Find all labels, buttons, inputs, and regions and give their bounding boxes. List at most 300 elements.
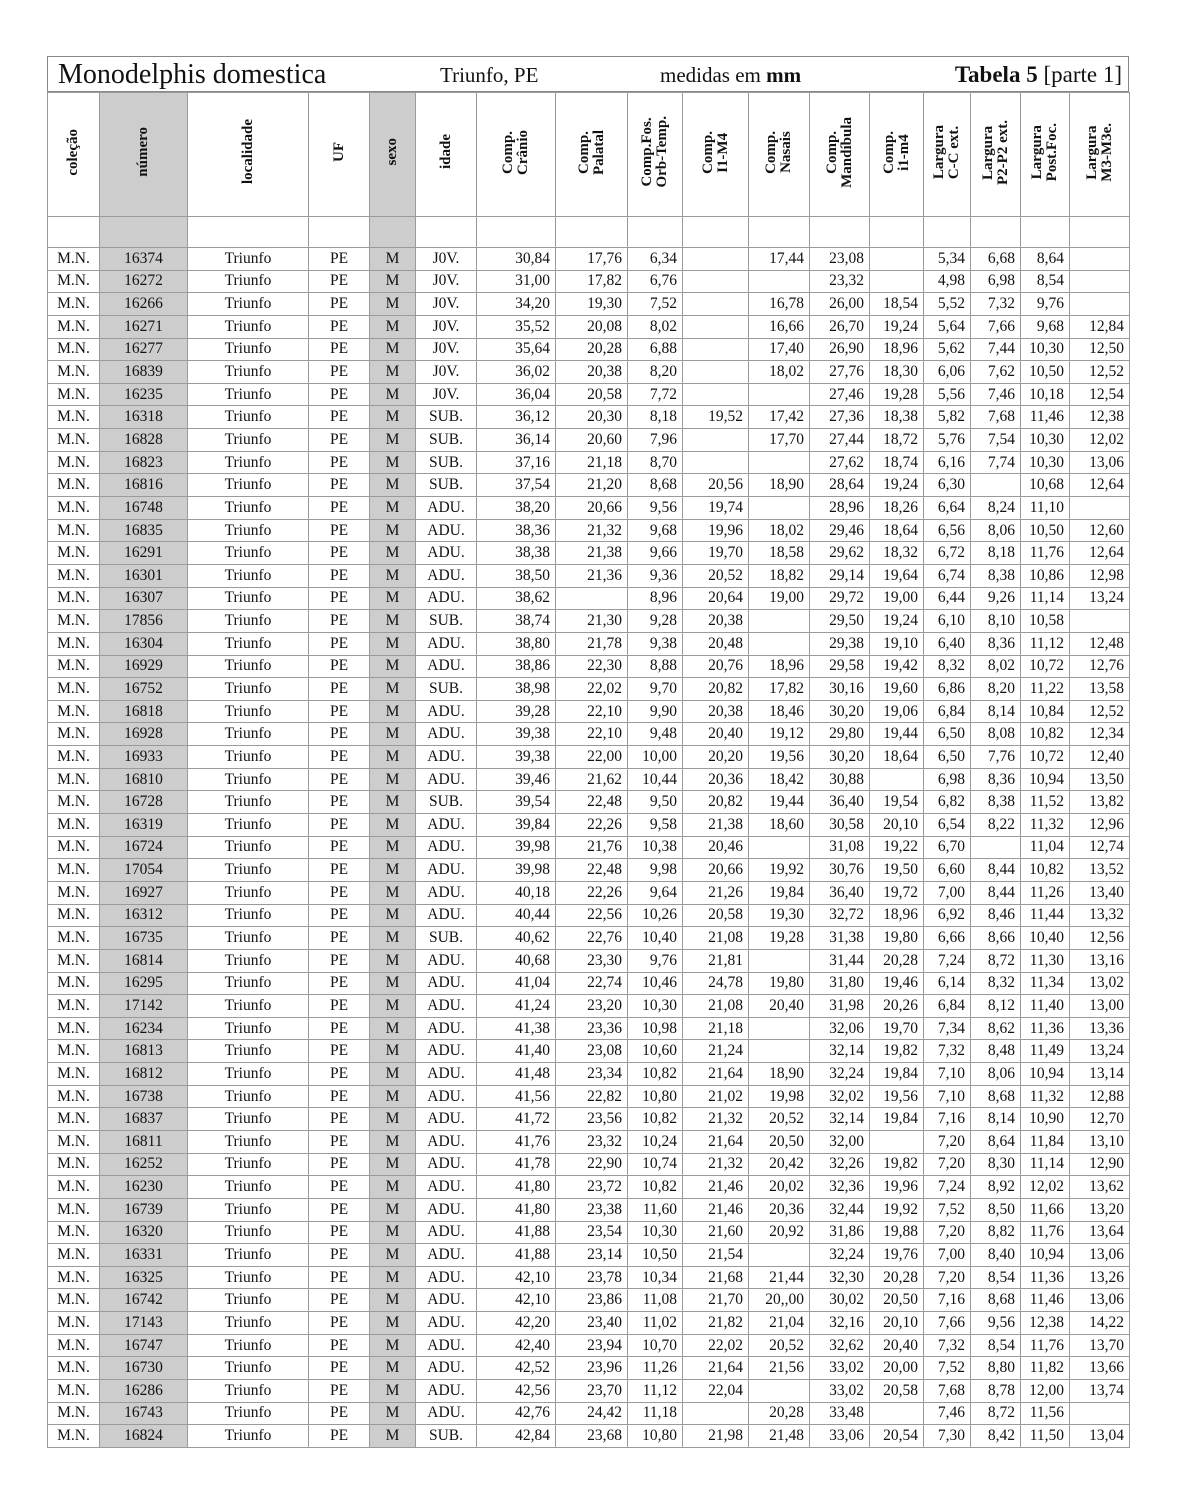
cell-comp_fos: 8,18 [628,406,683,429]
cell-comp_cranio: 41,80 [477,1176,556,1199]
spacer-cell [556,217,628,248]
cell-comp_palatal: 23,94 [556,1334,628,1357]
cell-larg_postfoc: 11,40 [1021,995,1070,1018]
cell-uf: PE [309,1130,370,1153]
cell-comp_mandibula: 29,80 [810,723,870,746]
cell-numero: 16331 [100,1244,188,1267]
cell-larg_m3m3: 13,24 [1070,1040,1130,1063]
cell-comp_i1m4: 19,96 [683,519,749,542]
cell-comp_i1m4_low: 18,54 [870,293,924,316]
cell-comp_i1m4: 21,46 [683,1198,749,1221]
cell-uf: PE [309,1040,370,1063]
cell-comp_i1m4_low [870,1402,924,1425]
cell-larg_cc: 7,00 [924,1244,971,1267]
cell-larg_p2p2: 8,24 [971,497,1021,520]
cell-uf: PE [309,429,370,452]
cell-uf: PE [309,1153,370,1176]
cell-numero: 16230 [100,1176,188,1199]
cell-colecao: M.N. [48,1312,100,1335]
cell-comp_nasais [749,610,810,633]
cell-sexo: M [370,700,416,723]
cell-comp_fos: 10,46 [628,972,683,995]
table-row [48,859,1130,882]
cell-sexo: M [370,587,416,610]
spacer-cell [810,217,870,248]
cell-idade: SUB. [416,927,477,950]
cell-larg_postfoc: 10,84 [1021,700,1070,723]
table-row [48,1017,1130,1040]
cell-comp_palatal: 22,74 [556,972,628,995]
cell-comp_fos: 10,30 [628,1221,683,1244]
cell-localidade: Triunfo [188,474,309,497]
cell-sexo: M [370,881,416,904]
cell-larg_m3m3 [1070,293,1130,316]
cell-comp_fos: 9,90 [628,700,683,723]
cell-comp_i1m4: 19,52 [683,406,749,429]
column-header-line: Comp. [823,130,840,174]
cell-numero: 16266 [100,293,188,316]
table-row [48,451,1130,474]
cell-larg_cc: 6,74 [924,564,971,587]
cell-numero: 16320 [100,1221,188,1244]
column-header-label [241,119,256,184]
cell-larg_cc: 7,32 [924,1040,971,1063]
cell-comp_i1m4_low: 19,82 [870,1153,924,1176]
cell-larg_postfoc: 11,46 [1021,406,1070,429]
cell-larg_postfoc: 10,30 [1021,429,1070,452]
cell-colecao: M.N. [48,1198,100,1221]
cell-comp_i1m4_low: 19,82 [870,1040,924,1063]
cell-sexo: M [370,610,416,633]
cell-comp_palatal: 23,70 [556,1380,628,1403]
cell-comp_palatal: 21,36 [556,564,628,587]
spacer-row [48,217,1130,248]
cell-comp_mandibula: 32,24 [810,1244,870,1267]
cell-comp_cranio: 39,38 [477,746,556,769]
cell-larg_postfoc: 11,12 [1021,632,1070,655]
cell-larg_cc: 6,40 [924,632,971,655]
cell-uf: PE [309,723,370,746]
cell-numero: 16928 [100,723,188,746]
cell-idade: ADU. [416,1040,477,1063]
cell-comp_mandibula: 29,62 [810,542,870,565]
cell-comp_i1m4 [683,1402,749,1425]
cell-comp_cranio: 42,10 [477,1289,556,1312]
cell-localidade: Triunfo [188,814,309,837]
cell-comp_fos: 11,60 [628,1198,683,1221]
cell-larg_m3m3: 12,90 [1070,1153,1130,1176]
cell-comp_i1m4_low: 19,88 [870,1221,924,1244]
cell-larg_m3m3: 12,76 [1070,655,1130,678]
cell-comp_i1m4: 21,18 [683,1017,749,1040]
cell-comp_mandibula: 32,16 [810,1312,870,1335]
column-header-comp_cranio [477,93,556,217]
cell-comp_i1m4_low: 18,72 [870,429,924,452]
cell-larg_m3m3: 12,64 [1070,542,1130,565]
cell-comp_i1m4_low: 19,54 [870,791,924,814]
column-header-comp_i1m4 [683,93,749,217]
cell-idade: ADU. [416,859,477,882]
cell-larg_postfoc: 10,68 [1021,474,1070,497]
column-header-label [332,142,347,162]
cell-comp_i1m4_low: 18,30 [870,361,924,384]
cell-larg_m3m3: 13,06 [1070,1244,1130,1267]
cell-sexo: M [370,1085,416,1108]
cell-comp_cranio: 41,80 [477,1198,556,1221]
cell-comp_mandibula: 27,62 [810,451,870,474]
cell-comp_cranio: 42,20 [477,1312,556,1335]
cell-comp_fos: 10,70 [628,1334,683,1357]
table-label [955,57,1122,93]
cell-comp_cranio: 31,00 [477,270,556,293]
cell-comp_cranio: 38,86 [477,655,556,678]
cell-comp_cranio: 38,98 [477,678,556,701]
cell-comp_palatal: 21,78 [556,632,628,655]
cell-larg_p2p2: 8,80 [971,1357,1021,1380]
cell-numero: 16742 [100,1289,188,1312]
table-row [48,1108,1130,1131]
cell-comp_nasais: 21,56 [749,1357,810,1380]
cell-numero: 16748 [100,497,188,520]
cell-comp_i1m4 [683,361,749,384]
cell-larg_cc: 6,16 [924,451,971,474]
spacer-cell [749,217,810,248]
cell-idade: ADU. [416,949,477,972]
table-row [48,927,1130,950]
cell-comp_i1m4_low: 19,24 [870,610,924,633]
cell-colecao: M.N. [48,1334,100,1357]
cell-comp_cranio: 41,88 [477,1221,556,1244]
column-header-line: número [135,127,151,177]
cell-larg_postfoc: 8,54 [1021,270,1070,293]
cell-comp_fos: 9,28 [628,610,683,633]
cell-colecao: M.N. [48,1108,100,1131]
cell-comp_i1m4: 20,20 [683,746,749,769]
cell-colecao: M.N. [48,972,100,995]
cell-comp_nasais: 20,,00 [749,1289,810,1312]
cell-larg_cc: 7,20 [924,1153,971,1176]
cell-larg_cc: 4,98 [924,270,971,293]
column-header-line: localidade [239,119,256,185]
cell-comp_nasais: 20,02 [749,1176,810,1199]
cell-localidade: Triunfo [188,791,309,814]
cell-comp_cranio: 42,40 [477,1334,556,1357]
cell-comp_i1m4_low: 20,54 [870,1425,924,1448]
cell-sexo: M [370,474,416,497]
cell-comp_mandibula: 32,26 [810,1153,870,1176]
table-row [48,474,1130,497]
cell-numero: 16818 [100,700,188,723]
cell-comp_i1m4: 21,08 [683,995,749,1018]
cell-larg_postfoc: 11,34 [1021,972,1070,995]
column-header-line: C-C ext. [946,125,962,179]
cell-colecao: M.N. [48,429,100,452]
cell-idade: ADU. [416,1063,477,1086]
cell-comp_cranio: 41,40 [477,1040,556,1063]
cell-comp_mandibula: 33,02 [810,1357,870,1380]
cell-idade: ADU. [416,655,477,678]
cell-comp_nasais: 19,56 [749,746,810,769]
cell-sexo: M [370,1425,416,1448]
column-header-line: Orb-Temp. [654,116,670,188]
cell-comp_mandibula: 29,72 [810,587,870,610]
cell-comp_cranio: 41,88 [477,1244,556,1267]
cell-comp_nasais: 19,44 [749,791,810,814]
cell-idade: ADU. [416,700,477,723]
cell-idade: J0V. [416,383,477,406]
column-header-line: UF [330,142,347,162]
cell-larg_p2p2: 8,18 [971,542,1021,565]
cell-larg_postfoc: 10,94 [1021,1244,1070,1267]
cell-comp_nasais: 20,50 [749,1130,810,1153]
cell-idade: ADU. [416,881,477,904]
cell-idade: ADU. [416,632,477,655]
cell-localidade: Triunfo [188,1017,309,1040]
cell-comp_fos: 9,48 [628,723,683,746]
cell-comp_i1m4: 22,02 [683,1334,749,1357]
cell-larg_postfoc: 10,90 [1021,1108,1070,1131]
cell-comp_i1m4: 20,82 [683,678,749,701]
table-row [48,1425,1130,1448]
cell-comp_nasais: 19,00 [749,587,810,610]
cell-comp_fos: 10,60 [628,1040,683,1063]
column-header-label [385,138,400,166]
cell-sexo: M [370,859,416,882]
table-row [48,1380,1130,1403]
cell-comp_i1m4: 19,70 [683,542,749,565]
cell-numero: 16835 [100,519,188,542]
cell-comp_cranio: 36,12 [477,406,556,429]
cell-comp_mandibula: 33,06 [810,1425,870,1448]
cell-colecao: M.N. [48,1130,100,1153]
cell-colecao: M.N. [48,768,100,791]
cell-comp_mandibula: 28,96 [810,497,870,520]
cell-comp_mandibula: 31,86 [810,1221,870,1244]
cell-localidade: Triunfo [188,338,309,361]
table-row [48,293,1130,316]
column-header-label [932,125,962,179]
cell-comp_palatal: 22,26 [556,881,628,904]
cell-comp_i1m4_low: 20,58 [870,1380,924,1403]
cell-comp_fos: 9,58 [628,814,683,837]
cell-comp_mandibula: 32,14 [810,1040,870,1063]
units-value: mm [766,63,802,87]
cell-uf: PE [309,610,370,633]
cell-sexo: M [370,451,416,474]
cell-comp_nasais: 18,58 [749,542,810,565]
cell-comp_mandibula: 32,44 [810,1198,870,1221]
table-row [48,315,1130,338]
cell-localidade: Triunfo [188,519,309,542]
cell-uf: PE [309,995,370,1018]
cell-sexo: M [370,270,416,293]
cell-larg_m3m3 [1070,497,1130,520]
cell-uf: PE [309,406,370,429]
cell-larg_m3m3: 12,02 [1070,429,1130,452]
cell-localidade: Triunfo [188,746,309,769]
cell-uf: PE [309,1198,370,1221]
column-header-idade [416,93,477,217]
cell-idade: ADU. [416,1153,477,1176]
cell-larg_postfoc: 10,18 [1021,383,1070,406]
cell-larg_m3m3: 12,98 [1070,564,1130,587]
cell-larg_postfoc: 11,76 [1021,1334,1070,1357]
cell-larg_m3m3: 12,40 [1070,746,1130,769]
spacer-cell [924,217,971,248]
cell-colecao: M.N. [48,383,100,406]
cell-sexo: M [370,1334,416,1357]
table-row [48,814,1130,837]
cell-comp_cranio: 41,38 [477,1017,556,1040]
cell-colecao: M.N. [48,859,100,882]
cell-sexo: M [370,1289,416,1312]
cell-larg_cc: 6,30 [924,474,971,497]
cell-sexo: M [370,768,416,791]
cell-comp_i1m4: 21,38 [683,814,749,837]
cell-idade: SUB. [416,429,477,452]
cell-comp_fos: 10,00 [628,746,683,769]
cell-comp_cranio: 34,20 [477,293,556,316]
cell-larg_postfoc: 11,14 [1021,1153,1070,1176]
cell-larg_postfoc: 11,56 [1021,1402,1070,1425]
cell-larg_cc: 6,60 [924,859,971,882]
cell-comp_palatal: 22,26 [556,814,628,837]
cell-uf: PE [309,248,370,271]
cell-uf: PE [309,746,370,769]
column-header-label [1030,123,1060,181]
column-header-label [501,130,531,175]
cell-larg_postfoc: 11,10 [1021,497,1070,520]
cell-comp_palatal: 20,28 [556,338,628,361]
cell-larg_p2p2: 8,68 [971,1085,1021,1108]
cell-idade: ADU. [416,1108,477,1131]
cell-comp_fos: 8,96 [628,587,683,610]
cell-comp_palatal: 21,62 [556,768,628,791]
cell-numero: 17054 [100,859,188,882]
column-header-larg_m3m3 [1070,93,1130,217]
cell-larg_m3m3: 13,14 [1070,1063,1130,1086]
cell-localidade: Triunfo [188,904,309,927]
column-header-line: Comp. [500,130,516,174]
cell-larg_p2p2: 8,12 [971,995,1021,1018]
cell-larg_postfoc: 12,02 [1021,1176,1070,1199]
cell-comp_palatal: 22,10 [556,723,628,746]
cell-larg_cc: 6,14 [924,972,971,995]
cell-larg_postfoc: 10,58 [1021,610,1070,633]
column-header-localidade [188,93,309,217]
cell-comp_fos: 9,70 [628,678,683,701]
cell-comp_fos: 10,82 [628,1108,683,1131]
cell-comp_fos: 11,02 [628,1312,683,1335]
cell-larg_m3m3: 13,74 [1070,1380,1130,1403]
cell-comp_i1m4_low: 20,28 [870,949,924,972]
cell-comp_cranio: 42,10 [477,1266,556,1289]
units-prefix: medidas em [660,63,761,87]
table-row [48,564,1130,587]
cell-comp_palatal: 22,48 [556,859,628,882]
table-row [48,383,1130,406]
cell-larg_cc: 6,50 [924,723,971,746]
cell-comp_fos: 10,98 [628,1017,683,1040]
cell-larg_p2p2: 8,72 [971,1402,1021,1425]
cell-larg_m3m3: 13,32 [1070,904,1130,927]
cell-larg_cc: 7,16 [924,1108,971,1131]
column-header-line: Comp. [575,130,592,174]
cell-larg_cc: 7,52 [924,1198,971,1221]
cell-comp_nasais [749,270,810,293]
cell-comp_i1m4 [683,293,749,316]
cell-idade: ADU. [416,1017,477,1040]
cell-comp_palatal: 23,68 [556,1425,628,1448]
table-row [48,429,1130,452]
cell-comp_cranio: 41,76 [477,1130,556,1153]
cell-numero: 16730 [100,1357,188,1380]
cell-comp_palatal: 23,40 [556,1312,628,1335]
cell-localidade: Triunfo [188,1266,309,1289]
cell-comp_nasais: 20,28 [749,1402,810,1425]
cell-numero: 16812 [100,1063,188,1086]
table-row [48,1334,1130,1357]
cell-comp_palatal: 21,32 [556,519,628,542]
cell-larg_m3m3: 13,52 [1070,859,1130,882]
cell-comp_cranio: 39,84 [477,814,556,837]
cell-larg_p2p2: 8,36 [971,768,1021,791]
cell-larg_p2p2 [971,474,1021,497]
cell-larg_m3m3: 12,38 [1070,406,1130,429]
cell-comp_palatal: 20,38 [556,361,628,384]
cell-numero: 16724 [100,836,188,859]
cell-comp_mandibula: 32,30 [810,1266,870,1289]
cell-larg_cc: 7,10 [924,1063,971,1086]
cell-larg_cc: 5,52 [924,293,971,316]
cell-larg_cc: 7,52 [924,1357,971,1380]
cell-idade: ADU. [416,1221,477,1244]
cell-sexo: M [370,315,416,338]
column-header-line: i1-m4 [895,133,912,171]
cell-comp_fos: 8,20 [628,361,683,384]
cell-larg_postfoc: 12,00 [1021,1380,1070,1403]
cell-comp_palatal: 22,56 [556,904,628,927]
cell-colecao: M.N. [48,1085,100,1108]
cell-comp_i1m4: 21,64 [683,1063,749,1086]
cell-larg_postfoc: 10,72 [1021,655,1070,678]
cell-larg_p2p2 [971,836,1021,859]
cell-comp_palatal: 22,48 [556,791,628,814]
cell-larg_postfoc: 9,76 [1021,293,1070,316]
cell-comp_i1m4_low: 19,44 [870,723,924,746]
cell-comp_cranio: 38,38 [477,542,556,565]
cell-uf: PE [309,542,370,565]
cell-localidade: Triunfo [188,1380,309,1403]
cell-larg_cc: 7,20 [924,1221,971,1244]
column-header-comp_nasais [749,93,810,217]
cell-larg_m3m3: 12,52 [1070,361,1130,384]
cell-comp_i1m4_low: 18,96 [870,904,924,927]
cell-colecao: M.N. [48,1017,100,1040]
cell-larg_postfoc: 10,94 [1021,1063,1070,1086]
cell-localidade: Triunfo [188,836,309,859]
cell-larg_m3m3: 13,02 [1070,972,1130,995]
cell-larg_p2p2: 8,20 [971,678,1021,701]
table-name: Tabela 5 [954,62,1038,87]
cell-comp_nasais: 18,90 [749,474,810,497]
table-row [48,995,1130,1018]
cell-larg_cc: 5,82 [924,406,971,429]
cell-numero: 16291 [100,542,188,565]
table-row [48,270,1130,293]
cell-colecao: M.N. [48,1289,100,1312]
column-header-comp_mandibula [810,93,870,217]
